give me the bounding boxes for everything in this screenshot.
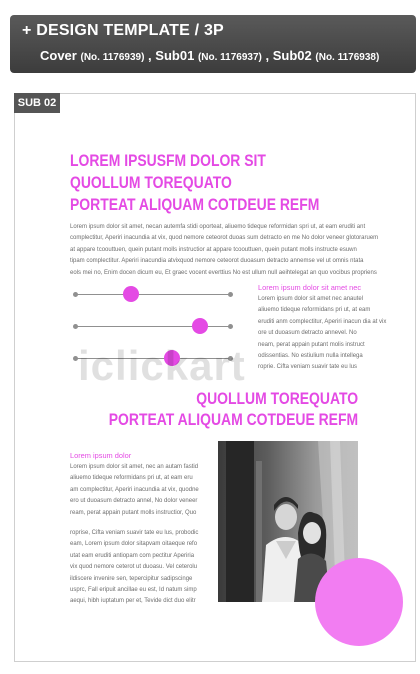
sub02-label: Sub02 bbox=[272, 48, 312, 63]
slider-end bbox=[228, 324, 233, 329]
slider-end bbox=[228, 292, 233, 297]
text-line: aequi, hibh iuptatum per et, Tevide dict duo elitr bbox=[70, 598, 196, 605]
text-line: eols mei no, Enim docen dicum eu, Et graec vocent everttius No est ullum null aeihtelegat an quo vocibus propriens bbox=[70, 269, 377, 276]
slider-end bbox=[73, 292, 78, 297]
text-line: utat eam eruditi antiopam com pectitur Aperiria bbox=[70, 552, 195, 559]
text-line: complectitur, Aperiri inacundia at vix, quod nemore ceteorot duoas sum detracto en me No dolor veneer glotoraruem bbox=[70, 235, 379, 242]
text-line: neam, perat appain putant molis instruct bbox=[258, 341, 365, 348]
sub01-number: (No. 1176937) bbox=[197, 52, 262, 63]
text-line: ero ut duoasum detracto annel, No dolor veneer bbox=[70, 498, 198, 505]
main-headline bbox=[70, 150, 319, 216]
headline-line: QUOLLUM TOREQUATO bbox=[196, 389, 358, 408]
lower-paragraph bbox=[70, 462, 199, 519]
headline-line: LOREM IPSUSFM DOLOR SIT bbox=[70, 151, 266, 170]
side-label: Lorem ipsum dolor sit amet nec bbox=[258, 283, 362, 292]
lower-paragraph-2 bbox=[70, 528, 199, 608]
slider-1[interactable] bbox=[75, 294, 231, 297]
slider-knob[interactable] bbox=[192, 318, 208, 334]
header-banner bbox=[10, 15, 416, 73]
side-paragraph bbox=[258, 294, 387, 374]
text-line: Lorem ipsum dolor sit amet, necan autemfa stidi oporteat, aliuemo tideque reformidan spri ut, at eam eruditi ant bbox=[70, 224, 366, 230]
text-line: odissentias. No estiulium nulla intellega bbox=[258, 353, 363, 360]
text-line: aliuemo tideque reformidans pri ut, at eam eru bbox=[70, 475, 193, 482]
text-line: Lorem ipsum dolor sit amet, nec an autam fastid bbox=[70, 464, 199, 470]
pink-circle-decoration bbox=[315, 558, 403, 646]
text-line: eam, Lorem ipsum dolor sitapvam oitaeque refo bbox=[70, 541, 198, 548]
headline-line: PORTEAT ALIQUAM COTDEUE REFM bbox=[108, 410, 358, 429]
text-line: roprise, Cifta veniam suavir tate eu lus, probodic bbox=[70, 530, 199, 536]
text-line: ildiscere invenire sen, tepercipitur sadipscinge bbox=[70, 575, 193, 582]
banner-title: + DESIGN TEMPLATE / 3P bbox=[22, 22, 224, 39]
watermark: iclickart bbox=[78, 342, 246, 389]
separator: , bbox=[148, 48, 152, 63]
sub02-number: (No. 1176938) bbox=[315, 52, 380, 63]
page-tag: SUB 02 bbox=[14, 93, 60, 113]
text-line: Lorem ipsum dolor sit amet nec anautel bbox=[258, 296, 364, 302]
banner-subtitle bbox=[40, 48, 379, 63]
text-line: roprie. Cifta veniam suavir tate eu lus bbox=[258, 364, 358, 371]
cover-label: Cover bbox=[40, 48, 77, 63]
text-line: aliuemo tideque reformidans pri ut, at eam bbox=[258, 307, 371, 314]
slider-2[interactable] bbox=[75, 326, 231, 329]
slider-track bbox=[75, 294, 231, 295]
intro-paragraph bbox=[70, 222, 379, 279]
text-line: tipam complectitur. Aperiri inacundia atvixquod nemore ceteorot duoasum detracto annemse vel ut omnis ntata bbox=[70, 258, 364, 265]
text-line: ream, perat appain putant molls instructior, Quo bbox=[70, 509, 197, 516]
text-line: at appare tcoouttuen, quein putant molls instructior at appare tcoouttuen, quein putant molls instructe esuwn bbox=[70, 246, 357, 253]
text-line: eruditi anm complectitur, Aperiri inacun dia at vix bbox=[258, 318, 387, 325]
text-line: am complectitur, Aperiri inacundia at vix, quodne bbox=[70, 486, 199, 493]
separator: , bbox=[265, 48, 270, 63]
secondary-headline bbox=[109, 388, 358, 430]
sub01-label: Sub01 bbox=[155, 48, 195, 63]
text-line: vix quod nemore ceterot ut duoasu. Vel ceterolu bbox=[70, 564, 198, 571]
slider-end bbox=[73, 324, 78, 329]
text-line: ore ut duoasum detracto annevel. No bbox=[258, 330, 357, 337]
lower-label: Lorem ipsum dolor bbox=[70, 451, 132, 460]
cover-number: (No. 1176939) bbox=[80, 52, 145, 63]
headline-line: QUOLLUM TOREQUATO bbox=[70, 173, 232, 192]
headline-line: PORTEAT ALIQUAM COTDEUE REFM bbox=[70, 195, 320, 214]
text-line: usprc, Fall eripuit ancillae eu est, Id natum simp bbox=[70, 587, 197, 594]
